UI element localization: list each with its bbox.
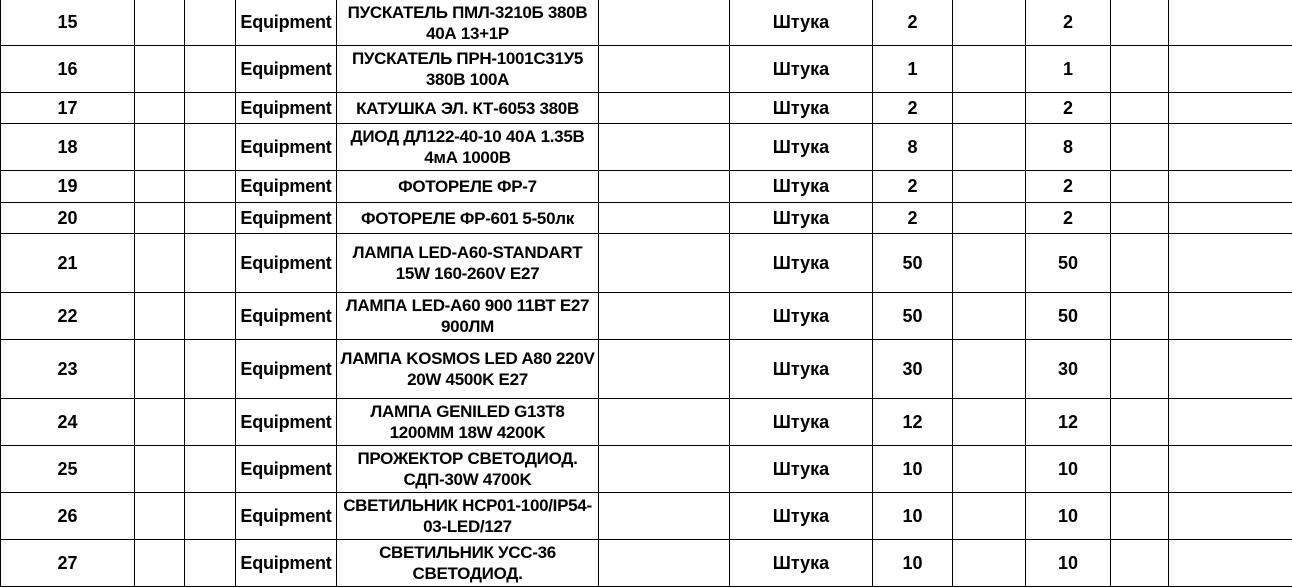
item-name: СВЕТИЛЬНИК НСР01-100/IP54-03-LED/127	[337, 493, 599, 540]
empty-cell	[1169, 234, 1292, 293]
empty-cell	[1169, 171, 1292, 203]
item-name: ПУСКАТЕЛЬ ПМЛ-3210Б 380В 40А 13+1Р	[337, 0, 599, 46]
item-unit: Штука	[730, 0, 873, 46]
empty-cell	[135, 171, 185, 203]
item-type: Equipment	[236, 540, 337, 587]
item-type: Equipment	[236, 46, 337, 93]
table-row	[1, 171, 1292, 203]
empty-cell	[135, 540, 185, 587]
item-quantity: 2	[873, 203, 953, 234]
empty-cell	[1111, 446, 1169, 493]
table-row	[1, 399, 1292, 446]
empty-cell	[1169, 0, 1292, 46]
table-row	[1, 293, 1292, 340]
empty-cell	[185, 203, 236, 234]
empty-cell	[185, 540, 236, 587]
row-number: 23	[1, 340, 135, 399]
table-body	[1, 0, 1292, 587]
item-unit: Штука	[730, 124, 873, 171]
table-row	[1, 203, 1292, 234]
empty-cell	[599, 340, 730, 399]
empty-cell	[185, 399, 236, 446]
item-name: ДИОД ДЛ122-40-10 40А 1.35В 4мА 1000В	[337, 124, 599, 171]
item-quantity-2: 12	[1026, 399, 1111, 446]
item-name: ПРОЖЕКТОР СВЕТОДИОД. СДП-30W 4700K	[337, 446, 599, 493]
row-number: 27	[1, 540, 135, 587]
item-quantity: 1	[873, 46, 953, 93]
empty-cell	[1111, 293, 1169, 340]
empty-cell	[1169, 493, 1292, 540]
empty-cell	[599, 234, 730, 293]
item-quantity: 2	[873, 93, 953, 124]
empty-cell	[135, 340, 185, 399]
empty-cell	[1111, 540, 1169, 587]
item-name: КАТУШКА ЭЛ. КТ-6053 380В	[337, 93, 599, 124]
empty-cell	[599, 0, 730, 46]
item-type: Equipment	[236, 203, 337, 234]
empty-cell	[185, 46, 236, 93]
table-row	[1, 93, 1292, 124]
empty-cell	[1169, 46, 1292, 93]
item-quantity-2: 2	[1026, 203, 1111, 234]
empty-cell	[1111, 93, 1169, 124]
empty-cell	[135, 293, 185, 340]
item-name: СВЕТИЛЬНИК УСС-36 СВЕТОДИОД.	[337, 540, 599, 587]
empty-cell	[953, 124, 1026, 171]
item-name: ЛАМПА LED-A60-STANDART 15W 160-260V E27	[337, 234, 599, 293]
table-row	[1, 46, 1292, 93]
empty-cell	[185, 124, 236, 171]
item-quantity-2: 2	[1026, 0, 1111, 46]
item-type: Equipment	[236, 399, 337, 446]
empty-cell	[1169, 446, 1292, 493]
item-name: ФОТОРЕЛЕ ФР-7	[337, 171, 599, 203]
table-row	[1, 340, 1292, 399]
empty-cell	[953, 493, 1026, 540]
item-unit: Штука	[730, 399, 873, 446]
empty-cell	[1111, 493, 1169, 540]
item-unit: Штука	[730, 340, 873, 399]
item-unit: Штука	[730, 234, 873, 293]
empty-cell	[185, 0, 236, 46]
empty-cell	[135, 124, 185, 171]
item-quantity-2: 50	[1026, 234, 1111, 293]
row-number: 21	[1, 234, 135, 293]
empty-cell	[953, 46, 1026, 93]
item-quantity: 30	[873, 340, 953, 399]
item-name: ЛАМПА KOSMOS LED A80 220V 20W 4500K E27	[337, 340, 599, 399]
item-name: ЛАМПА GENILED G13T8 1200MM 18W 4200K	[337, 399, 599, 446]
row-number: 25	[1, 446, 135, 493]
empty-cell	[599, 293, 730, 340]
empty-cell	[135, 234, 185, 293]
item-quantity: 2	[873, 171, 953, 203]
empty-cell	[185, 493, 236, 540]
item-quantity-2: 2	[1026, 93, 1111, 124]
empty-cell	[953, 203, 1026, 234]
item-type: Equipment	[236, 0, 337, 46]
table-row	[1, 446, 1292, 493]
empty-cell	[1111, 234, 1169, 293]
item-quantity: 10	[873, 493, 953, 540]
item-type: Equipment	[236, 493, 337, 540]
empty-cell	[185, 171, 236, 203]
item-quantity-2: 30	[1026, 340, 1111, 399]
empty-cell	[185, 93, 236, 124]
empty-cell	[1169, 399, 1292, 446]
item-unit: Штука	[730, 293, 873, 340]
item-unit: Штука	[730, 93, 873, 124]
empty-cell	[599, 203, 730, 234]
empty-cell	[135, 93, 185, 124]
empty-cell	[953, 446, 1026, 493]
empty-cell	[1169, 340, 1292, 399]
empty-cell	[185, 234, 236, 293]
item-quantity: 50	[873, 293, 953, 340]
empty-cell	[135, 446, 185, 493]
empty-cell	[135, 203, 185, 234]
item-type: Equipment	[236, 234, 337, 293]
empty-cell	[135, 493, 185, 540]
item-quantity-2: 50	[1026, 293, 1111, 340]
empty-cell	[1111, 171, 1169, 203]
empty-cell	[135, 46, 185, 93]
item-quantity-2: 10	[1026, 446, 1111, 493]
empty-cell	[953, 93, 1026, 124]
item-quantity: 12	[873, 399, 953, 446]
item-unit: Штука	[730, 493, 873, 540]
empty-cell	[1111, 399, 1169, 446]
row-number: 19	[1, 171, 135, 203]
table-row	[1, 124, 1292, 171]
item-unit: Штука	[730, 46, 873, 93]
empty-cell	[1169, 124, 1292, 171]
empty-cell	[599, 171, 730, 203]
item-quantity: 8	[873, 124, 953, 171]
empty-cell	[1169, 203, 1292, 234]
item-quantity-2: 10	[1026, 493, 1111, 540]
empty-cell	[1169, 293, 1292, 340]
item-quantity: 50	[873, 234, 953, 293]
row-number: 24	[1, 399, 135, 446]
item-quantity: 10	[873, 540, 953, 587]
item-name: ПУСКАТЕЛЬ ПРН-1001С31У5 380В 100А	[337, 46, 599, 93]
item-quantity: 10	[873, 446, 953, 493]
item-type: Equipment	[236, 446, 337, 493]
empty-cell	[185, 293, 236, 340]
empty-cell	[953, 293, 1026, 340]
item-name: ФОТОРЕЛЕ ФР-601 5-50лк	[337, 203, 599, 234]
empty-cell	[599, 446, 730, 493]
item-unit: Штука	[730, 203, 873, 234]
empty-cell	[1169, 93, 1292, 124]
empty-cell	[1111, 203, 1169, 234]
empty-cell	[1111, 46, 1169, 93]
item-quantity-2: 2	[1026, 171, 1111, 203]
item-quantity: 2	[873, 0, 953, 46]
row-number: 16	[1, 46, 135, 93]
empty-cell	[953, 0, 1026, 46]
row-number: 22	[1, 293, 135, 340]
empty-cell	[599, 493, 730, 540]
table-row	[1, 234, 1292, 293]
row-number: 15	[1, 0, 135, 46]
item-unit: Штука	[730, 171, 873, 203]
row-number: 26	[1, 493, 135, 540]
empty-cell	[953, 234, 1026, 293]
item-quantity-2: 8	[1026, 124, 1111, 171]
row-number: 20	[1, 203, 135, 234]
empty-cell	[953, 399, 1026, 446]
item-type: Equipment	[236, 293, 337, 340]
empty-cell	[953, 171, 1026, 203]
empty-cell	[599, 399, 730, 446]
item-type: Equipment	[236, 171, 337, 203]
item-unit: Штука	[730, 446, 873, 493]
empty-cell	[1111, 340, 1169, 399]
empty-cell	[1111, 0, 1169, 46]
table-row	[1, 540, 1292, 587]
item-type: Equipment	[236, 124, 337, 171]
empty-cell	[599, 124, 730, 171]
empty-cell	[599, 540, 730, 587]
item-unit: Штука	[730, 540, 873, 587]
table-row	[1, 493, 1292, 540]
item-quantity-2: 10	[1026, 540, 1111, 587]
empty-cell	[185, 340, 236, 399]
empty-cell	[953, 540, 1026, 587]
row-number: 17	[1, 93, 135, 124]
item-type: Equipment	[236, 340, 337, 399]
empty-cell	[599, 46, 730, 93]
empty-cell	[1169, 540, 1292, 587]
empty-cell	[185, 446, 236, 493]
item-quantity-2: 1	[1026, 46, 1111, 93]
empty-cell	[599, 93, 730, 124]
table-row	[1, 0, 1292, 46]
empty-cell	[1111, 124, 1169, 171]
row-number: 18	[1, 124, 135, 171]
item-type: Equipment	[236, 93, 337, 124]
empty-cell	[135, 399, 185, 446]
empty-cell	[135, 0, 185, 46]
empty-cell	[953, 340, 1026, 399]
item-name: ЛАМПА LED-A60 900 11ВТ E27 900ЛМ	[337, 293, 599, 340]
